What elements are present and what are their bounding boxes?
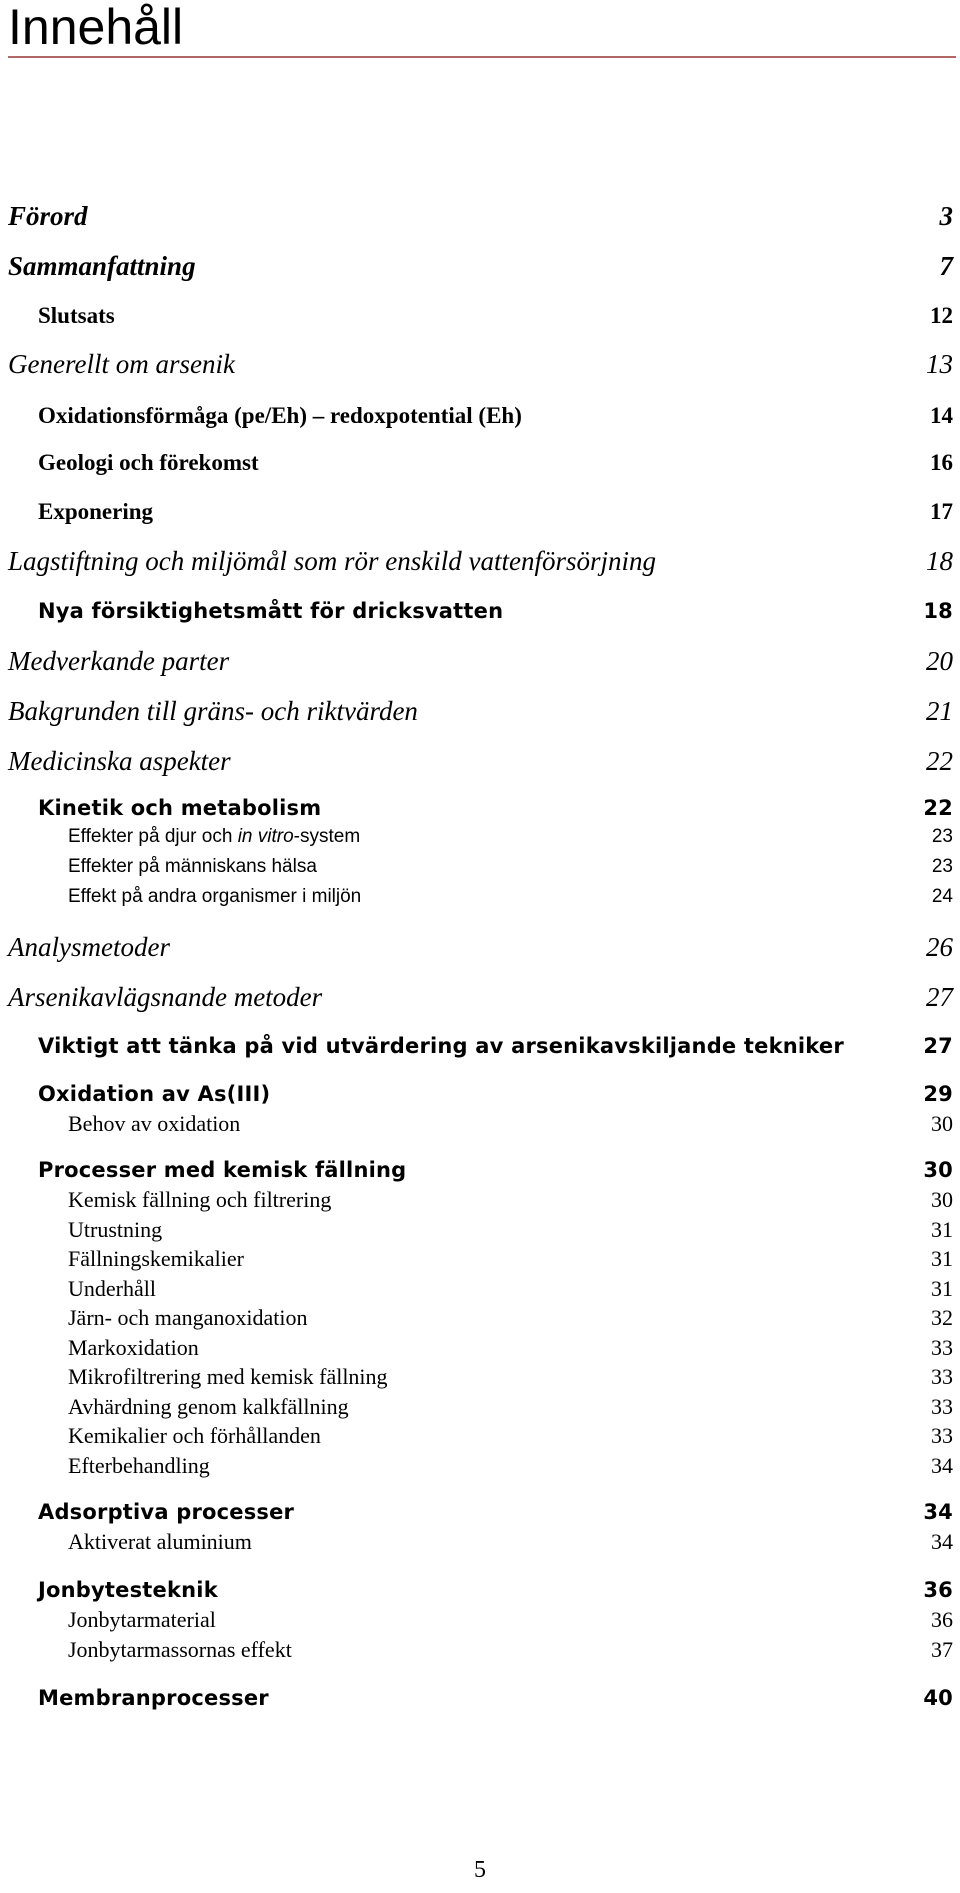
toc-entry-page: 7 <box>939 251 953 281</box>
toc-entry-page: 24 <box>931 886 953 907</box>
toc-entry-page: 13 <box>926 349 953 379</box>
toc-entry-page: 33 <box>931 1423 953 1448</box>
toc-entry-effekt-andra-organismer[interactable] <box>0 882 960 918</box>
toc-entry-page: 22 <box>926 746 953 776</box>
toc-entry-page: 27 <box>923 1034 953 1058</box>
toc-entry-membranprocesser[interactable] <box>0 1680 960 1716</box>
toc-entry-efterbehandling[interactable] <box>0 1451 960 1487</box>
toc-entry-label: Effekt på andra organismer i miljön <box>68 886 362 907</box>
toc-entry-page: 33 <box>931 1335 953 1360</box>
toc-entry-label-emphasis: in vitro <box>237 826 294 847</box>
toc-entry-behov-av-oxidation[interactable] <box>0 1109 960 1145</box>
toc-entry-page: 31 <box>931 1276 953 1301</box>
toc-entry-label: Sammanfattning <box>8 251 196 281</box>
toc-entry-label: Utrustning <box>68 1217 163 1242</box>
toc-entry-page: 18 <box>923 599 953 623</box>
toc-entry-label: Adsorptiva processer <box>38 1500 295 1524</box>
toc-entry-label: Underhåll <box>68 1276 156 1301</box>
toc-entry-lagstiftning[interactable] <box>0 543 960 579</box>
toc-entry-page: 31 <box>931 1246 953 1271</box>
toc-entry-page: 29 <box>923 1082 953 1106</box>
toc-entry-bakgrunden[interactable] <box>0 693 960 729</box>
toc-entry-page: 16 <box>930 450 953 475</box>
page-title: Innehåll <box>8 0 184 55</box>
toc-entry-page: 17 <box>930 499 953 524</box>
toc-entry-label: Behov av oxidation <box>68 1111 241 1136</box>
toc-entry-label: Efterbehandling <box>68 1453 210 1478</box>
toc-entry-page: 30 <box>931 1187 953 1212</box>
toc-entry-generellt-om-arsenik[interactable] <box>0 346 960 382</box>
toc-entry-label: Lagstiftning och miljömål som rör enskild vattenförsörjning <box>8 546 657 576</box>
toc-entry-label: Arsenikavlägsnande metoder <box>8 982 323 1012</box>
toc-entry-viktigt-att-tanka[interactable] <box>0 1028 960 1064</box>
toc-entry-page: 23 <box>931 826 953 847</box>
toc-entry-label: Markoxidation <box>68 1335 199 1360</box>
toc-entry-page: 36 <box>923 1578 953 1602</box>
toc-entry-page: 21 <box>926 696 953 726</box>
toc-entry-label: Oxidationsförmåga (pe/Eh) – redoxpotential (Eh) <box>38 403 522 428</box>
toc-entry-label: Bakgrunden till gräns- och riktvärden <box>8 696 418 726</box>
toc-entry-label <box>68 822 360 852</box>
toc-entry-slutsats[interactable] <box>0 298 960 334</box>
toc-entry-label: Mikrofiltrering med kemisk fällning <box>68 1364 388 1389</box>
toc-entry-label: Kemikalier och förhållanden <box>68 1423 321 1448</box>
toc-entry-exponering[interactable] <box>0 494 960 530</box>
toc-entry-label: Membranprocesser <box>38 1686 269 1710</box>
toc-entry-page: 18 <box>926 546 953 576</box>
toc-entry-aktiverat-aluminium[interactable] <box>0 1527 960 1563</box>
toc-entry-page: 30 <box>931 1111 953 1136</box>
toc-entry-oxidation-as3[interactable] <box>0 1076 960 1112</box>
toc-entry-label: Medicinska aspekter <box>8 746 231 776</box>
toc-entry-page: 12 <box>930 303 953 328</box>
toc-entry-label: Oxidation av As(III) <box>38 1082 271 1106</box>
toc-entry-jonbytarmassornas-effekt[interactable] <box>0 1635 960 1671</box>
toc-entry-sammanfattning[interactable] <box>0 248 960 284</box>
toc-entry-page: 27 <box>926 982 953 1012</box>
toc-entry-page: 40 <box>923 1686 953 1710</box>
toc-entry-page: 34 <box>923 1500 953 1524</box>
toc-entry-page: 33 <box>931 1364 953 1389</box>
toc-entry-arsenikavlagsnande[interactable] <box>0 979 960 1015</box>
toc-entry-forord[interactable] <box>0 198 960 234</box>
toc-entry-page: 37 <box>931 1637 953 1662</box>
toc-entry-nya-forsiktighetsmatt[interactable] <box>0 593 960 629</box>
toc-entry-adsorptiva-processer[interactable] <box>0 1494 960 1530</box>
toc-entry-geologi[interactable] <box>0 445 960 481</box>
toc-entry-page: 20 <box>926 646 953 676</box>
toc-entry-label: Exponering <box>38 499 154 524</box>
page-number: 5 <box>474 1857 486 1883</box>
toc-entry-label-prefix: Effekter på djur och <box>68 826 238 847</box>
toc-entry-label: Nya försiktighetsmått för dricksvatten <box>38 599 504 623</box>
toc-entry-page: 22 <box>923 796 953 820</box>
toc-entry-medverkande-parter[interactable] <box>0 643 960 679</box>
toc-entry-label: Processer med kemisk fällning <box>38 1158 407 1182</box>
toc-entry-label: Jonbytarmaterial <box>68 1607 216 1632</box>
toc-entry-page: 14 <box>930 403 953 428</box>
toc-entry-label: Generellt om arsenik <box>8 349 235 379</box>
toc-entry-page: 26 <box>926 932 953 962</box>
toc-entry-page: 32 <box>931 1305 953 1330</box>
toc-entry-page: 31 <box>931 1217 953 1242</box>
toc-entry-label: Medverkande parter <box>8 646 230 676</box>
toc-entry-kinetik[interactable] <box>0 790 960 826</box>
toc-entry-page: 34 <box>931 1529 953 1554</box>
toc-entry-label: Analysmetoder <box>8 932 170 962</box>
toc-entry-page: 30 <box>923 1158 953 1182</box>
toc-entry-label: Förord <box>8 201 88 231</box>
toc-entry-label: Avhärdning genom kalkfällning <box>68 1394 349 1419</box>
toc-entry-oxidationsformaga[interactable] <box>0 398 960 434</box>
toc-entry-label: Geologi och förekomst <box>38 450 259 475</box>
toc-entry-label: Slutsats <box>38 303 115 328</box>
toc-entry-processer-kemisk-fallning[interactable] <box>0 1152 960 1188</box>
toc-entry-label: Jonbytesteknik <box>38 1578 218 1602</box>
toc-entry-label-suffix: -system <box>293 826 361 847</box>
toc-entry-page: 36 <box>931 1607 953 1632</box>
toc-entry-label: Jonbytarmassornas effekt <box>68 1637 292 1662</box>
toc-entry-label: Fällningskemikalier <box>68 1246 244 1271</box>
toc-entry-page: 33 <box>931 1394 953 1419</box>
toc-entry-label: Kinetik och metabolism <box>38 796 322 820</box>
toc-entry-label: Viktigt att tänka på vid utvärdering av arsenikavskiljande tekniker <box>38 1034 844 1058</box>
toc-entry-jonbytesteknik[interactable] <box>0 1572 960 1608</box>
toc-entry-label: Aktiverat aluminium <box>68 1529 252 1554</box>
toc-entry-label: Kemisk fällning och filtrering <box>68 1187 332 1212</box>
toc-entry-medicinska-aspekter[interactable] <box>0 743 960 779</box>
title-divider <box>8 56 956 58</box>
toc-entry-page: 34 <box>931 1453 953 1478</box>
toc-entry-analysmetoder[interactable] <box>0 929 960 965</box>
toc-entry-page: 3 <box>939 201 953 231</box>
toc-entry-label: Effekter på människans hälsa <box>68 856 317 877</box>
toc-entry-label: Järn- och manganoxidation <box>68 1305 308 1330</box>
toc-entry-page: 23 <box>931 856 953 877</box>
